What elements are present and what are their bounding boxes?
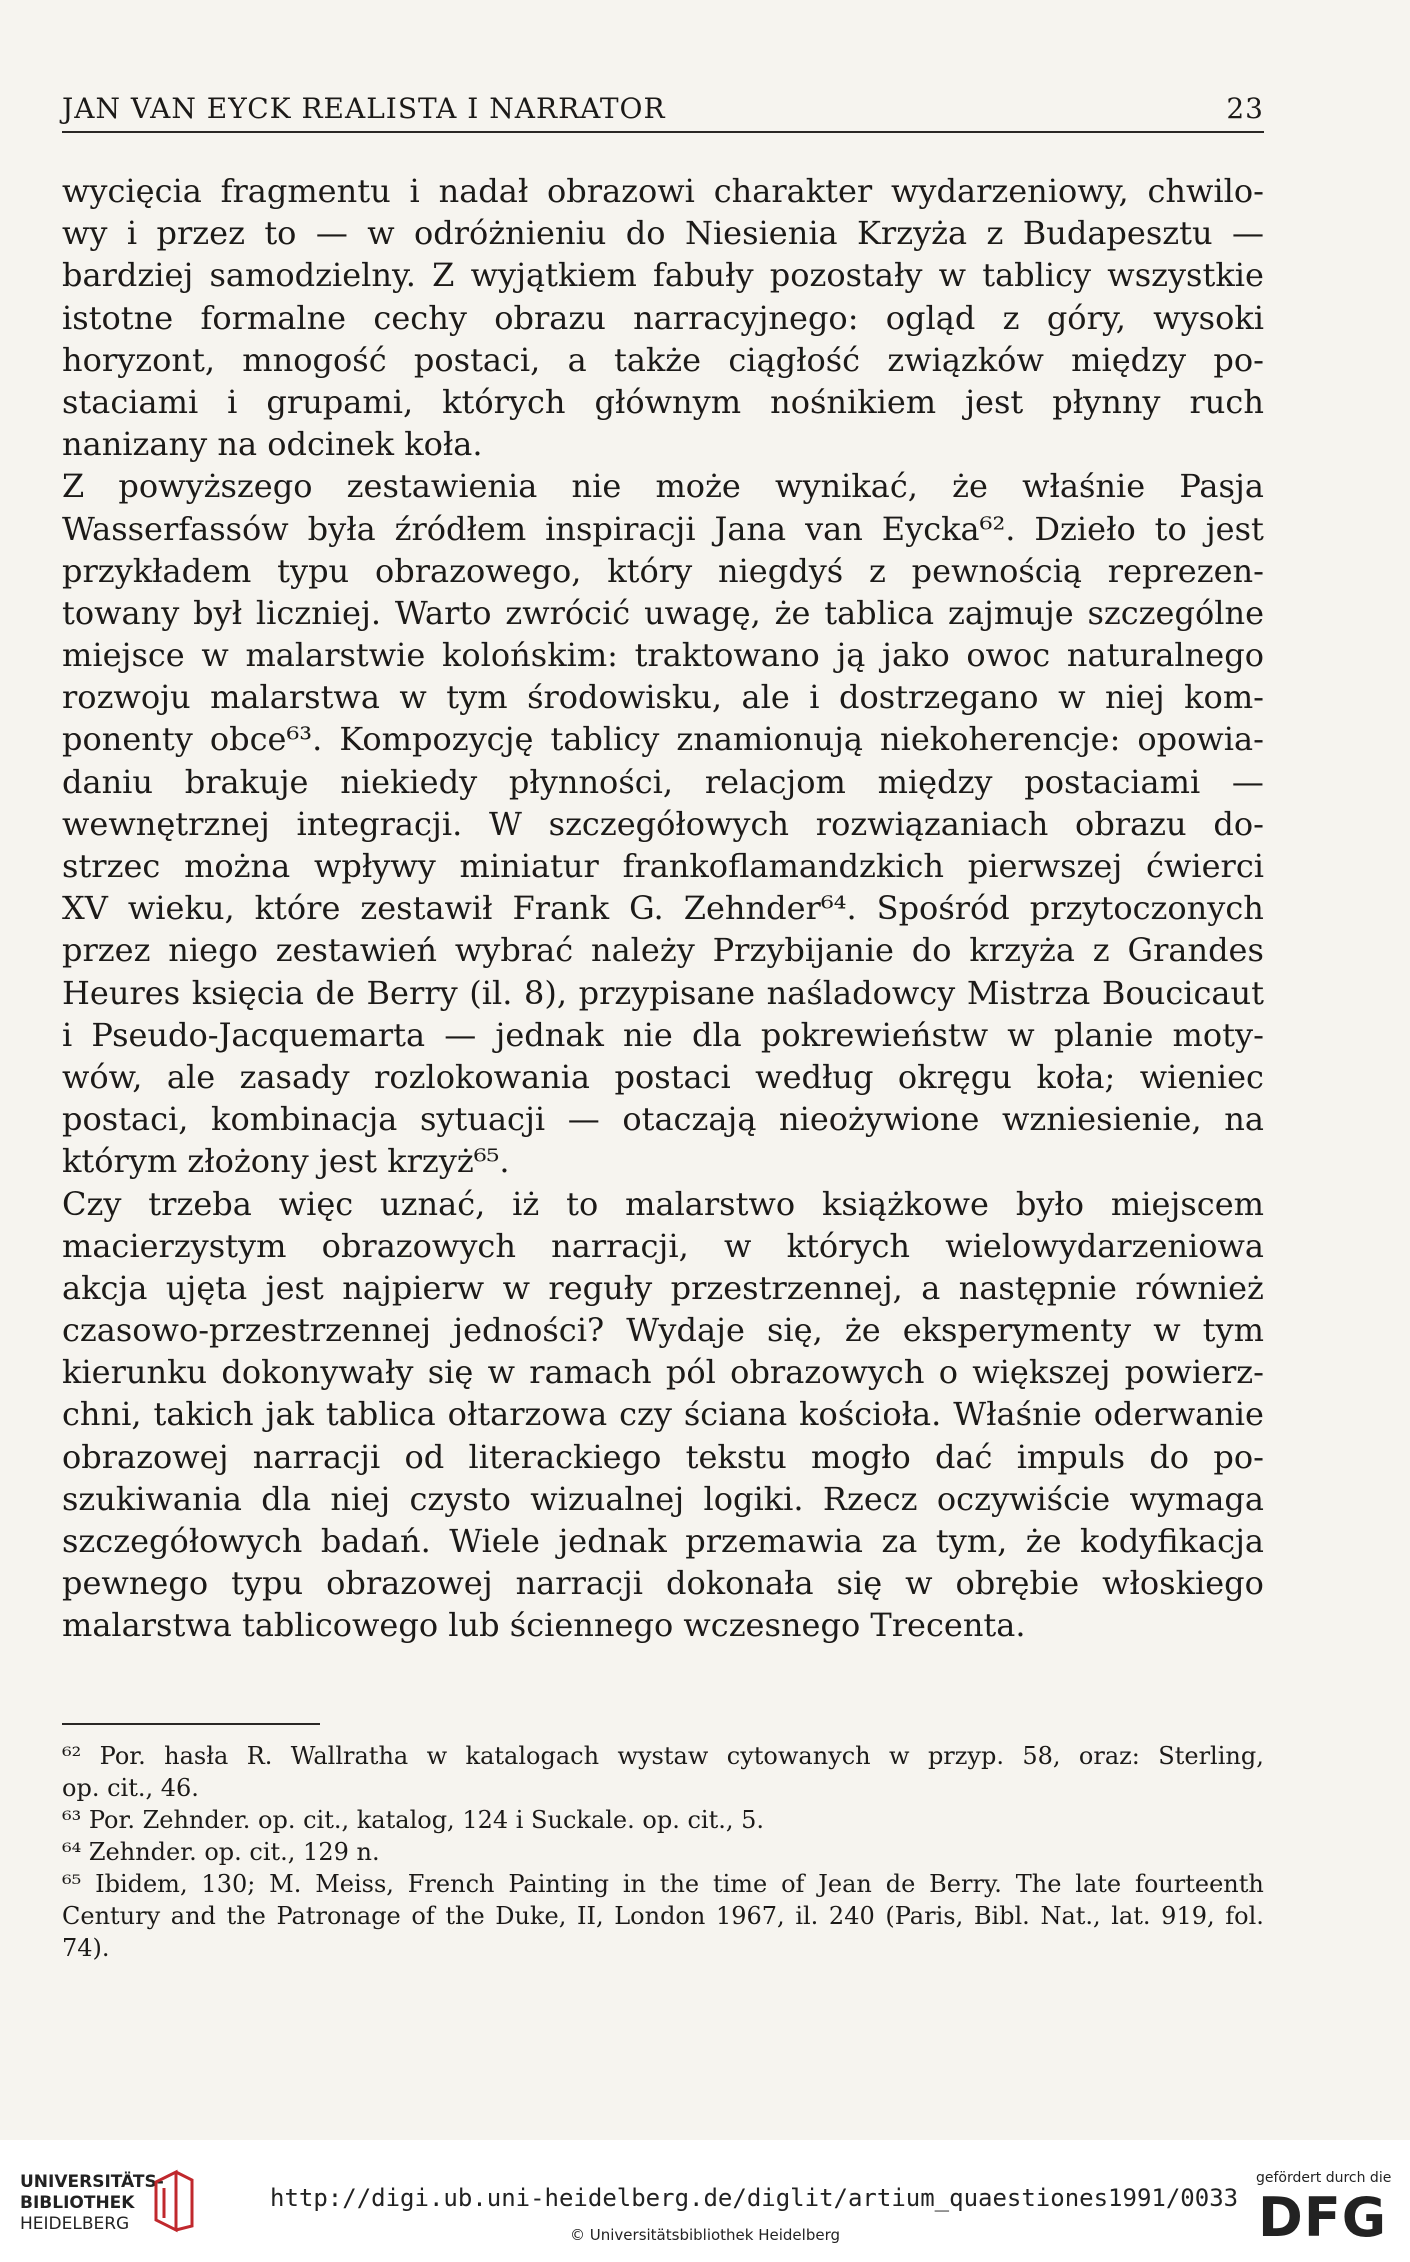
body-text-line: kierunku dokonywały się w ramach pól obrazowych o większej powierz- xyxy=(62,1353,1264,1392)
body-text-line: Heures księcia de Berry (il. 8), przypisane naśladowcy Mistrza Boucicaut xyxy=(62,973,1264,1012)
body-text-line: pewnego typu obrazowej narracji dokonała się w obrębie włoskiego xyxy=(62,1564,1264,1603)
digitization-footer xyxy=(0,2140,1410,2262)
permalink-url[interactable]: http://digi.ub.uni-heidelberg.de/diglit/artium_quaestiones1991/0033 xyxy=(270,2184,1239,2212)
footnotes xyxy=(62,1740,1264,1964)
body-text-line: towany był liczniej. Warto zwrócić uwagę, że tablica zajmuje szczególne xyxy=(62,593,1264,632)
body-text xyxy=(62,170,1264,1647)
running-header xyxy=(62,92,1264,125)
funded-by-label: gefördert durch die xyxy=(1256,2170,1392,2186)
body-text-line: wewnętrznej integracji. W szczegółowych rozwiązaniach obrazu do- xyxy=(62,804,1264,843)
body-text-line: wów, ale zasady rozlokowania postaci według okręgu koła; wieniec xyxy=(62,1057,1264,1096)
body-text-line: wycięcia fragmentu i nadał obrazowi charakter wydarzeniowy, chwilo- xyxy=(62,172,1264,210)
body-text-line: chni, takich jak tablica ołtarzowa czy ściana kościoła. Właśnie oderwanie xyxy=(62,1395,1264,1434)
body-text-line: bardziej samodzielny. Z wyjątkiem fabuły pozostały w tablicy wszystkie xyxy=(62,256,1264,295)
dfg-logo: DFG xyxy=(1258,2186,1388,2249)
footnote-line: ⁶³ Por. Zehnder. op. cit., katalog, 124 i Suckale. op. cit., 5. xyxy=(62,1806,764,1834)
footnote-line: 74). xyxy=(62,1934,110,1962)
body-text-line: malarstwa tablicowego lub ściennego wczesnego Trecenta. xyxy=(62,1606,1026,1645)
body-text-line: postaci, kombinacja sytuacji — otaczają nieożywione wzniesienie, na xyxy=(62,1100,1264,1139)
body-text-line: wy i przez to — w odróżnieniu do Niesienia Krzyża z Budapesztu — xyxy=(62,214,1264,253)
body-text-line: czasowo-przestrzennej jedności? Wydaje się, że eksperymenty w tym xyxy=(62,1311,1264,1350)
running-title: JAN VAN EYCK REALISTA I NARRATOR xyxy=(62,92,666,125)
page-number: 23 xyxy=(1226,92,1264,125)
body-text-line: horyzont, mnogość postaci, a także ciągłość związków między po- xyxy=(62,340,1264,379)
body-text-line: szukiwania dla niej czysto wizualnej logiki. Rzecz oczywiście wymaga xyxy=(62,1479,1264,1518)
body-text-line: ponenty obce⁶³. Kompozycję tablicy znamionują niekoherencje: opowia- xyxy=(62,720,1264,759)
body-text-line: miejsce w malarstwie kolońskim: traktowano ją jako owoc naturalnego xyxy=(62,636,1264,675)
footnote-line: ⁶² Por. hasła R. Wallratha w katalogach wystaw cytowanych w przyp. 58, oraz: Sterling, xyxy=(62,1742,1264,1770)
body-text-line: daniu brakuje niekiedy płynności, relacjom między postaciami — xyxy=(62,762,1264,801)
library-logo-icon xyxy=(150,2168,198,2234)
body-text-line: XV wieku, które zestawił Frank G. Zehnder⁶⁴. Spośród przytoczonych xyxy=(62,889,1264,928)
footnote-line: ⁶⁵ Ibidem, 130; M. Meiss, French Painting in the time of Jean de Berry. The late fourteenth xyxy=(62,1870,1264,1898)
body-text-line: nanizany na odcinek koła. xyxy=(62,425,483,464)
body-text-line: Wasserfassów była źródłem inspiracji Jana van Eycka⁶². Dzieło to jest xyxy=(62,509,1264,548)
footnote-rule xyxy=(62,1723,320,1725)
body-text-line: szczegółowych badań. Wiele jednak przemawia za tym, że kodyfikacja xyxy=(62,1522,1264,1560)
body-text-line: Z powyższego zestawienia nie może wynikać, że właśnie Pasja xyxy=(62,467,1264,506)
body-text-line: przykładem typu obrazowego, który niegdyś z pewnością reprezen- xyxy=(62,551,1264,590)
body-text-line: rozwoju malarstwa w tym środowisku, ale i dostrzegano w niej kom- xyxy=(62,678,1264,717)
footnote-line: ⁶⁴ Zehnder. op. cit., 129 n. xyxy=(62,1838,380,1866)
body-text-line: Czy trzeba więc uznać, iż to malarstwo książkowe było miejscem xyxy=(62,1184,1264,1223)
body-text-line: którym złożony jest krzyż⁶⁵. xyxy=(62,1142,510,1181)
body-text-line: strzec można wpływy miniatur frankoflamandzkich pierwszej ćwierci xyxy=(62,847,1264,885)
body-text-line: obrazowej narracji od literackiego tekstu mogło dać impuls do po- xyxy=(62,1437,1264,1476)
footnote-line: Century and the Patronage of the Duke, II, London 1967, il. 240 (Paris, Bibl. Nat., lat. 919, fol. xyxy=(62,1902,1264,1930)
body-text-line: przez niego zestawień wybrać należy Przybijanie do krzyża z Grandes xyxy=(62,931,1264,970)
library-logo-text: UNIVERSITÄTS- BIBLIOTHEK HEIDELBERG xyxy=(20,2172,164,2234)
copyright-notice: © Universitätsbibliothek Heidelberg xyxy=(570,2226,841,2244)
body-text-line: staciami i grupami, których głównym nośnikiem jest płynny ruch xyxy=(62,382,1264,421)
body-text-line: i Pseudo-Jacquemarta — jednak nie dla pokrewieństw w planie moty- xyxy=(62,1015,1264,1054)
header-rule xyxy=(62,131,1264,133)
body-text-line: akcja ujęta jest najpierw w reguły przestrzennej, a następnie również xyxy=(62,1268,1264,1307)
body-text-line: istotne formalne cechy obrazu narracyjnego: ogląd z góry, wysoki xyxy=(62,298,1264,337)
footnote-line: op. cit., 46. xyxy=(62,1774,199,1802)
body-text-line: macierzystym obrazowych narracji, w których wielowydarzeniowa xyxy=(62,1226,1264,1265)
